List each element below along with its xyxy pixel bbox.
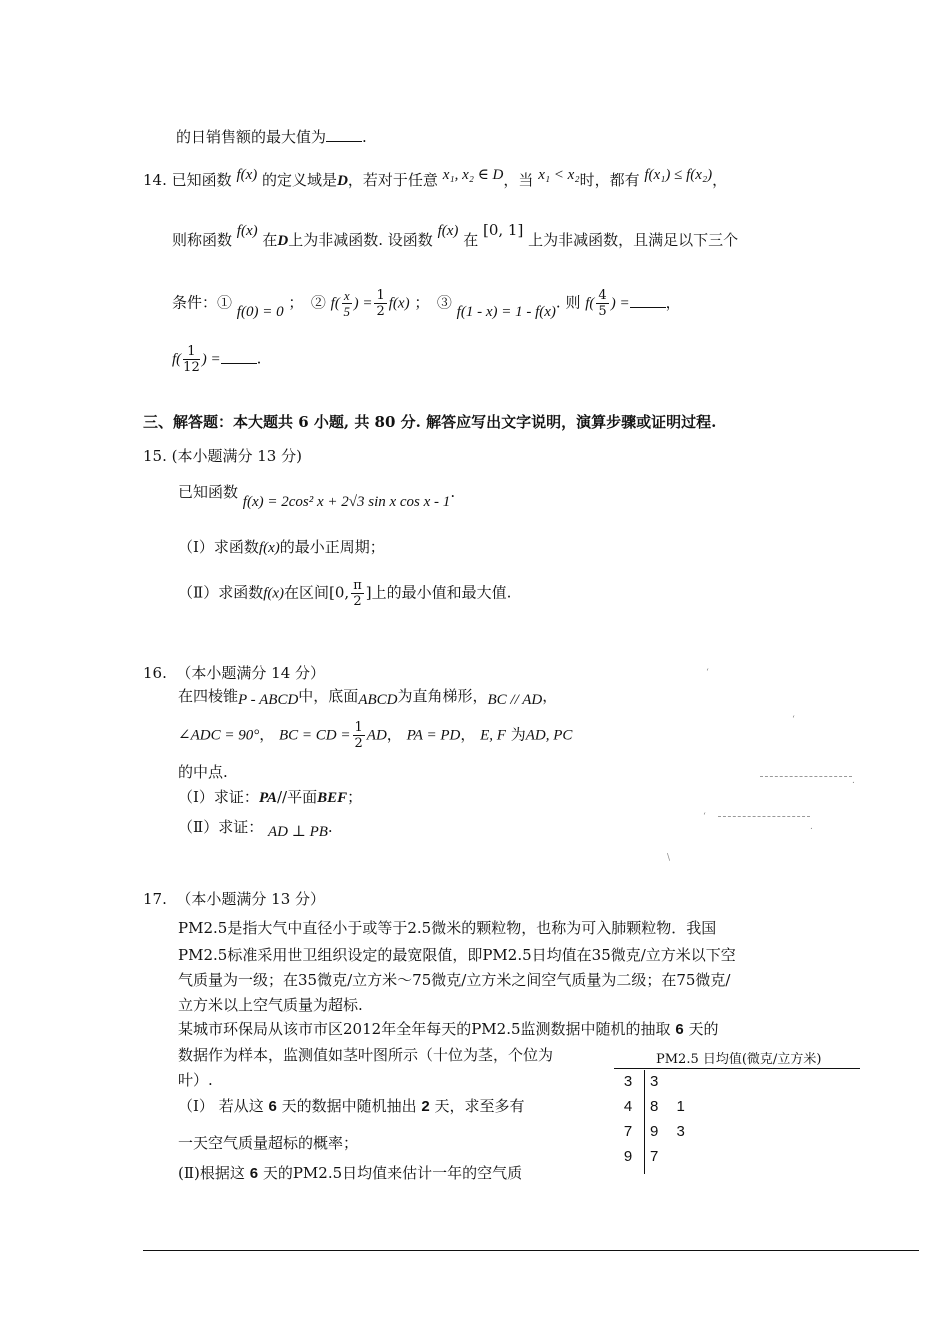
figure-speck: ‘ xyxy=(792,715,795,725)
frac-num: π xyxy=(353,578,362,593)
q17-text: 微米的颗粒物，也称为可入肺颗粒物．我国 xyxy=(431,919,717,937)
stem: 3 xyxy=(623,1073,633,1090)
q16-text: ， xyxy=(460,725,476,744)
q16-text: 为直角梯形， xyxy=(397,687,488,705)
q15-part-1 xyxy=(178,537,385,558)
q17-text: PM2.5 xyxy=(292,1164,343,1182)
figure-speck: ‘ xyxy=(703,812,706,822)
figure-speck: . xyxy=(810,822,813,832)
q16-text: //平面 xyxy=(277,788,318,806)
q14-math: ) = xyxy=(353,295,373,312)
q17-line-1 xyxy=(178,918,716,938)
q16-math: ABCD xyxy=(358,692,398,708)
q17-part-2 xyxy=(178,1163,522,1184)
q14-line-2 xyxy=(172,221,739,251)
q17-text: (Ⅱ)根据这 xyxy=(178,1164,245,1182)
q17-header-line xyxy=(143,889,325,909)
frac-den: 12 xyxy=(183,360,200,375)
q14-text: ； ② xyxy=(288,293,326,312)
q14-text: 上为非减函数. 设函数 xyxy=(288,231,433,249)
q13-end: . xyxy=(362,128,367,146)
q16-math: AD, PC xyxy=(525,727,573,744)
q17-text: PM2.5 xyxy=(178,946,228,964)
q14-condition-1: f(0) = 0 xyxy=(236,303,284,320)
q17-line-5 xyxy=(178,1019,718,1040)
q16-math: PA = PD xyxy=(406,727,461,744)
leaf: 3 xyxy=(676,1123,685,1140)
q17-line-3 xyxy=(178,970,730,990)
q14-math: D xyxy=(337,173,348,189)
q17-text: 天的 xyxy=(688,1020,719,1038)
frac-num: 1 xyxy=(376,288,385,303)
stem-leaf-row xyxy=(614,1069,860,1094)
q15-math: f(x) xyxy=(258,540,280,556)
q17-number: 17. xyxy=(143,890,167,908)
q17-text: 某城市环保局从该市市区 xyxy=(178,1020,344,1038)
q14-math: f( xyxy=(330,295,340,312)
leaves xyxy=(650,1148,658,1165)
figure-speck: . xyxy=(852,776,855,786)
q17-text: 日均值来估计一年的空气质 xyxy=(342,1164,523,1182)
q17-text: 天，求至多有 xyxy=(434,1097,525,1115)
q14-math: ) = xyxy=(610,295,630,312)
q17-number-bold: 2 xyxy=(421,1098,430,1115)
q17-number-bold: 6 xyxy=(675,1021,684,1038)
q15-part-2 xyxy=(178,578,511,609)
q14-math: x₁, x₂ ∈ D xyxy=(442,167,504,183)
q16-text: ； xyxy=(347,788,363,806)
q17-text: 2.5 xyxy=(407,919,432,937)
fraction xyxy=(183,344,200,375)
fraction xyxy=(596,288,608,319)
q16-header-line xyxy=(143,663,325,683)
frac-num: 4 xyxy=(598,288,607,303)
q15-math: f(x) xyxy=(263,585,285,602)
leaf: 1 xyxy=(676,1098,685,1115)
q17-line-4: 立方米以上空气质量为超标. xyxy=(178,996,363,1014)
q16-header: （本小题满分 14 分） xyxy=(176,664,326,682)
fraction xyxy=(342,288,352,319)
stem: 4 xyxy=(623,1098,633,1115)
q14-math: f(x₁) ≤ f(x₂) xyxy=(644,167,713,183)
frac-den: 2 xyxy=(376,304,385,319)
frac-den: 5 xyxy=(598,304,607,319)
q14-math: D xyxy=(277,233,289,249)
q14-text: ，当 xyxy=(503,171,534,189)
q16-math: PA xyxy=(258,790,277,806)
q17-number-bold: 6 xyxy=(268,1098,277,1115)
q14-math: f(x) xyxy=(236,167,258,183)
q15-text: 在区间[0, xyxy=(284,583,350,602)
q15-text: （Ⅱ）求函数 xyxy=(178,583,264,602)
q16-line-3: 的中点. xyxy=(178,763,228,781)
q14-text: 在 xyxy=(262,231,278,249)
q16-text: 为 xyxy=(510,725,526,744)
figure-speck: ‘ xyxy=(706,668,709,678)
q14-text: . 则 xyxy=(555,293,581,312)
stem-leaf-row xyxy=(614,1144,860,1169)
q16-text: . xyxy=(327,818,333,836)
q17-text: 微克/立方米～ xyxy=(317,971,413,989)
q16-text: ， xyxy=(542,687,558,705)
q17-text: 35 xyxy=(591,946,611,964)
q17-number-bold: 6 xyxy=(249,1165,259,1182)
footer-rule xyxy=(143,1250,919,1251)
q17-text: 2012 xyxy=(343,1020,382,1038)
q16-math: BEF xyxy=(317,790,348,806)
q14-line-3 xyxy=(172,288,681,319)
q16-math: AD ⊥ PB xyxy=(267,824,328,840)
leaf: 8 xyxy=(650,1098,659,1115)
leaf: 7 xyxy=(650,1148,659,1165)
stem: 7 xyxy=(623,1123,633,1140)
q17-part-1b: 一天空气质量超标的概率； xyxy=(178,1134,359,1152)
q15-given xyxy=(178,482,456,510)
q17-line-2 xyxy=(178,945,736,965)
q14-text: 已知函数 xyxy=(171,171,232,189)
figure-dashed-line xyxy=(718,816,810,817)
q14-text: 在 xyxy=(463,231,479,249)
q14-math: x₁ < x₂ xyxy=(538,167,580,183)
stem-leaf-divider xyxy=(644,1070,645,1174)
q16-math: BC = CD = xyxy=(279,727,351,744)
stem-leaf-title: PM2.5 日均值(微克/立方米) xyxy=(614,1048,860,1069)
q14-text: ，若对于任意 xyxy=(347,171,438,189)
q14-text: 的定义域是 xyxy=(262,171,338,189)
q17-line-6: 数据作为样本，监测值如茎叶图所示（十位为茎，个位为 xyxy=(178,1046,554,1064)
q14-text: . xyxy=(256,349,262,368)
q14-text: 则称函数 xyxy=(172,231,233,249)
q15-text: 的最小正周期； xyxy=(279,538,385,556)
q17-text: 是指大气中直径小于或等于 xyxy=(227,919,408,937)
q14-math: f( xyxy=(172,351,182,368)
q17-line-7: 叶）. xyxy=(178,1071,213,1089)
stem-leaf-plot xyxy=(614,1048,860,1169)
fraction xyxy=(353,720,365,751)
leaves xyxy=(650,1123,685,1140)
q17-text: 气质量为一级；在 xyxy=(178,971,299,989)
q15-text: ]上的最小值和最大值. xyxy=(365,583,512,602)
q16-math: BC // AD xyxy=(487,692,543,708)
q16-math: P - ABCD xyxy=(238,692,299,708)
frac-den: 2 xyxy=(354,736,363,751)
stem-leaf-row xyxy=(614,1119,860,1144)
q14-text: 时，都有 xyxy=(579,171,640,189)
q14-line-4 xyxy=(172,344,261,375)
section-3-title: 三、解答题：本大题共 6 小题, 共 80 分. 解答应写出文字说明，演算步骤或证明过程. xyxy=(143,413,717,431)
q17-text: 天的 xyxy=(262,1164,293,1182)
frac-num: 1 xyxy=(354,720,363,735)
leaf: 3 xyxy=(650,1073,659,1090)
q14-line-1 xyxy=(143,167,728,191)
q14-text: 条件：① xyxy=(172,293,233,312)
q14-math: ) = xyxy=(201,351,221,368)
q16-part-2 xyxy=(178,817,333,838)
q17-text: 监测数据中随机的抽取 xyxy=(520,1020,671,1038)
q13-tail-text: 的日销售额的最大值为 xyxy=(176,128,327,146)
q16-math: AD xyxy=(366,727,387,744)
frac-num: x xyxy=(343,288,350,303)
q17-text: 天的数据中随机抽出 xyxy=(281,1097,417,1115)
q16-text: （Ⅰ）求证： xyxy=(178,788,259,806)
q15-text: （Ⅰ）求函数 xyxy=(178,538,259,556)
figure-dashed-line xyxy=(760,776,852,777)
frac-den: 5 xyxy=(343,304,350,319)
stem-leaf-row xyxy=(614,1094,860,1119)
q16-text: ， xyxy=(386,725,402,744)
q14-number: 14. xyxy=(143,171,167,189)
q16-text: （Ⅱ）求证： xyxy=(178,818,264,836)
q17-text: 年全年每天的 xyxy=(381,1020,472,1038)
frac-num: 1 xyxy=(183,344,200,360)
q14-text: ， xyxy=(665,293,681,312)
q14-math: f(x) xyxy=(388,295,410,312)
figure-speck: \ xyxy=(667,853,671,863)
answer-blank xyxy=(326,127,362,142)
q15-formula: f(x) = 2cos² x + 2√3 sin x cos x - 1 xyxy=(242,494,451,510)
stem: 9 xyxy=(623,1148,633,1165)
leaves xyxy=(650,1073,658,1090)
q16-text: ， xyxy=(259,725,275,744)
q15-text: . xyxy=(450,483,456,501)
q15-text: 已知函数 xyxy=(178,483,239,501)
q14-text: 上为非减函数，且满足以下三个 xyxy=(528,231,739,249)
q16-text: 在四棱锥 xyxy=(178,687,239,705)
q17-part-1 xyxy=(178,1096,525,1117)
frac-den: 2 xyxy=(353,594,362,609)
fraction xyxy=(374,288,386,319)
q17-text: PM2.5 xyxy=(178,919,228,937)
q16-math: ∠ADC = 90° xyxy=(178,727,260,744)
q16-line-1 xyxy=(178,686,557,707)
q14-math: f( xyxy=(585,295,595,312)
q14-condition-3: f(1 - x) = 1 - f(x) xyxy=(456,303,556,320)
q14-math: [0, 1] xyxy=(483,221,524,239)
q16-text: 中，底面 xyxy=(298,687,359,705)
q15-header: 15. (本小题满分 13 分) xyxy=(143,447,302,465)
q17-header: （本小题满分 13 分） xyxy=(176,890,326,908)
leaf: 9 xyxy=(650,1123,659,1140)
q17-text: PM2.5 xyxy=(482,946,532,964)
q17-text: 微克/ xyxy=(695,971,731,989)
q14-math: f(x) xyxy=(236,223,258,239)
q17-text: 标准采用世卫组织设定的最宽限值，即 xyxy=(227,946,483,964)
q14-math: f(x) xyxy=(437,223,459,239)
q17-text: 微克/立方米以下空 xyxy=(610,946,736,964)
q14-text: ； ③ xyxy=(414,293,452,312)
q17-text: 微克/立方米之间空气质量为二级；在 xyxy=(431,971,677,989)
q16-part-1 xyxy=(178,787,362,808)
answer-blank xyxy=(221,349,257,364)
q17-text: 日均值在 xyxy=(531,946,592,964)
q14-text: ， xyxy=(712,171,728,189)
q17-text: 35 xyxy=(298,971,318,989)
q17-text: 75 xyxy=(676,971,696,989)
fraction xyxy=(351,578,364,609)
q17-text: PM2.5 xyxy=(471,1020,521,1038)
q13-tail xyxy=(176,127,367,147)
q16-line-2 xyxy=(178,720,572,751)
q17-text: （Ⅰ） 若从这 xyxy=(178,1097,264,1115)
leaves xyxy=(650,1098,685,1115)
q16-math: E, F xyxy=(480,727,506,744)
answer-blank xyxy=(630,293,666,308)
q16-number: 16. xyxy=(143,664,167,682)
q17-text: 75 xyxy=(412,971,432,989)
